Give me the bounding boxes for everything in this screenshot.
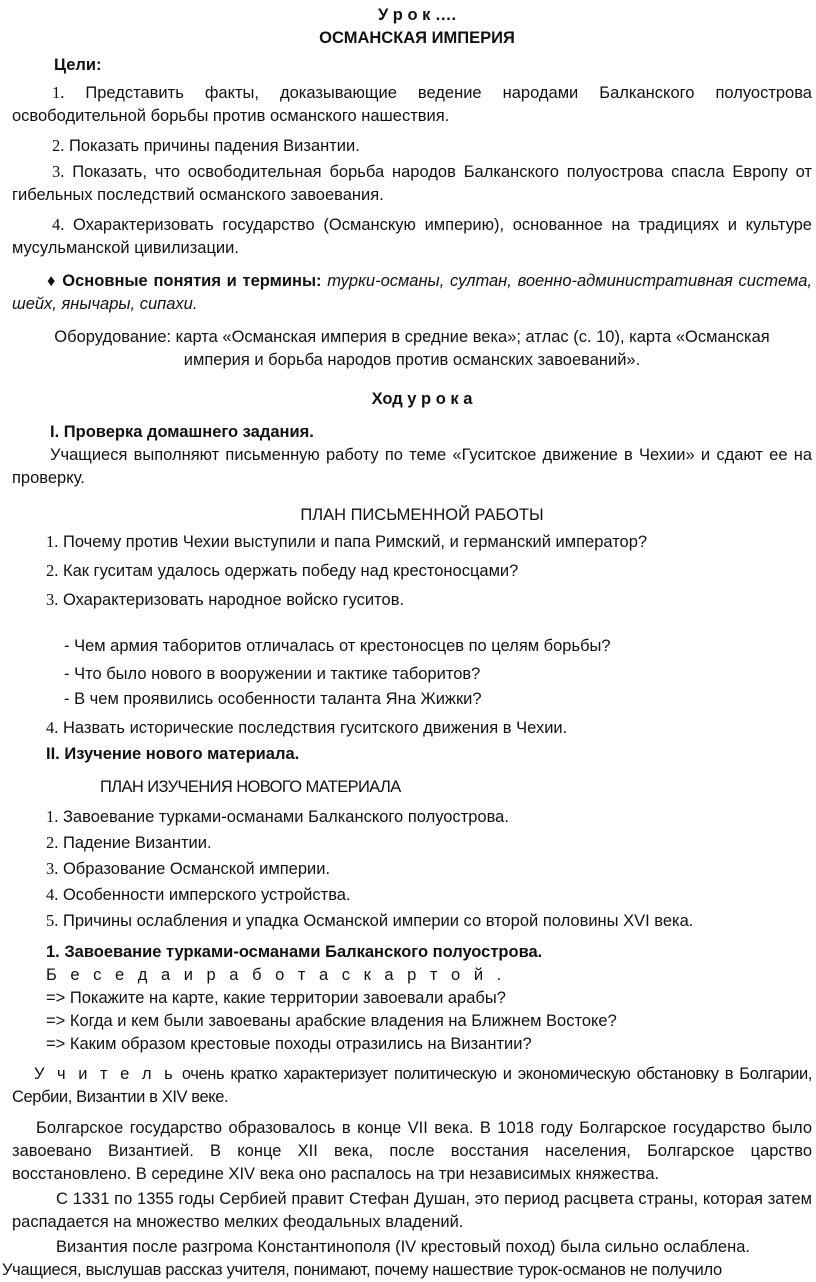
question: => Когда и кем были завоеваны арабские владения на Ближнем Востоке? (46, 1012, 617, 1030)
list-item: 3. Образование Османской империи. (46, 859, 331, 878)
lesson-label: У р о к …. (377, 6, 457, 24)
teacher-note: У ч и т е л ь очень кратко характеризует политическую и экономическую обстановку в Болгарии, Сербии, Византии в XIV веке. (12, 1065, 812, 1106)
section1-text: Учащиеся выполняют письменную работу по теме «Гуситское движение в Чехии» и сдают ее на проверку. (12, 446, 812, 487)
list-item: 3. Охарактеризовать народное войско гуситов. (46, 590, 405, 609)
paragraph: С 1331 по 1355 годы Сербией правит Стефан Душан, это период расцвета страны, которая затем распадается на множество мелких феодальных владений. (12, 1190, 812, 1231)
equipment: Оборудование: карта «Османская империя в средние века»; атлас (с. 10), карта «Османская империя и борьба народов против османских завоеваний». (54, 328, 770, 369)
written-plan-title: ПЛАН ПИСЬМЕННОЙ РАБОТЫ (300, 506, 544, 524)
goal-item: 3. Показать, что освободительная борьба народов Балканского полуострова спасла Европу от гибельных последствий османского завоевания. (12, 162, 812, 204)
topic1-subtitle: Б е с е д а и р а б о т а с к а р т о й . (46, 966, 506, 984)
page-title: ОСМАНСКАЯ ИМПЕРИЯ (319, 29, 515, 47)
document-page (2, 4, 813, 1282)
list-item: 4. Назвать исторические последствия гуситского движения в Чехии. (46, 718, 568, 737)
new-material-plan-title: ПЛАН ИЗУЧЕНИЯ НОВОГО МАТЕРИАЛА (100, 778, 401, 796)
list-item: 5. Причины ослабления и упадка Османской империи со второй половины XVI века. (46, 911, 694, 930)
section1-title: I. Проверка домашнего задания. (50, 423, 314, 441)
goal-item: 4. Охарактеризовать государство (Османскую империю), основанное на традициях и культуре мусульманской цивилизации. (12, 215, 812, 257)
goal-item: 1. Представить факты, доказывающие ведение народами Балканского полуострова освободительной борьбы против османского нашествия. (12, 83, 812, 125)
list-item: 1. Почему против Чехии выступили и папа Римский, и германский император? (46, 532, 648, 551)
goal-item: 2. Показать причины падения Византии. (52, 136, 360, 155)
lesson-flow-title: Ход у р о к а (371, 390, 473, 408)
list-item: 2. Как гуситам удалось одержать победу над крестоносцами? (46, 561, 519, 580)
paragraph: Византия после разгрома Константинополя (IV крестовый поход) была сильно ослаблена. (56, 1238, 750, 1256)
section2-title: II. Изучение нового материала. (46, 745, 300, 763)
question: => Каким образом крестовые походы отразились на Византии? (46, 1035, 532, 1053)
diamond-bullet-icon: ♦ (47, 272, 57, 290)
list-item: 1. Завоевание турками-османами Балканского полуострова. (46, 807, 509, 826)
goals-list (12, 81, 812, 260)
new-material-plan-list (12, 805, 812, 933)
key-concepts: ♦ Основные понятия и термины: турки-османы, султан, военно-административная система, шейх, янычары, сипахи. (12, 272, 813, 313)
written-plan-list (12, 530, 812, 612)
sub-question: - Что было нового в вооружении и тактике таборитов? (64, 665, 481, 683)
list-item: 4. Особенности имперского устройства. (46, 885, 351, 904)
paragraph: Болгарское государство образовалось в конце VII века. В 1018 году Болгарское государство было завоевано Византией. В конце XII века, после восстания населения, Болгарское царство восстановлено. В середине XIV века оно распалось на три независимых княжества. (12, 1119, 812, 1183)
question: => Покажите на карте, какие территории завоевали арабы? (46, 989, 506, 1007)
goals-label: Цели: (54, 56, 102, 74)
sub-question: - В чем проявились особенности таланта Яна Жижки? (64, 690, 482, 708)
topic1-title: 1. Завоевание турками-османами Балканского полуострова. (46, 943, 543, 961)
list-item: 2. Падение Византии. (46, 833, 212, 852)
paragraph-last-line: Учащиеся, выслушав рассказ учителя, понимают, почему нашествие турок-османов не получило (2, 1261, 722, 1279)
sub-question: - Чем армия таборитов отличалась от крестоносцев по целям борьбы? (64, 637, 611, 655)
